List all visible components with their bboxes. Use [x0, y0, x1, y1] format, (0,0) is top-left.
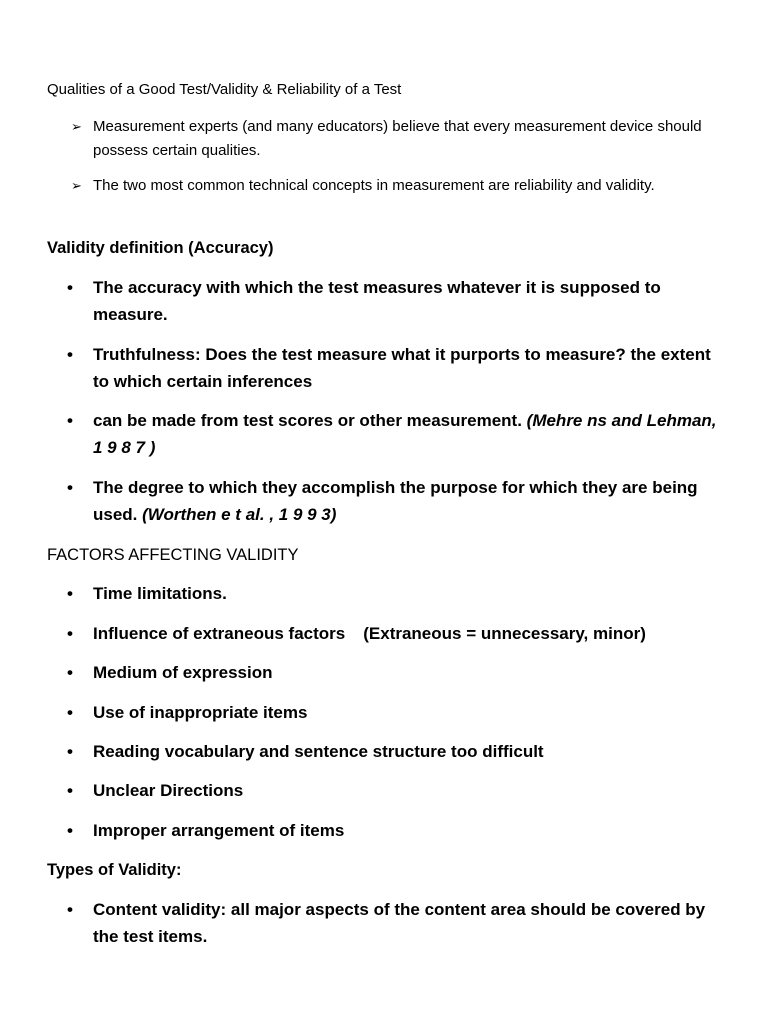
bullet-dot-icon: •	[67, 278, 73, 297]
list-item	[67, 777, 723, 804]
bullet-dot-icon: •	[67, 478, 73, 497]
bullet-dot-icon: •	[67, 781, 73, 800]
list-item-text: Medium of expression	[93, 663, 273, 682]
bullet-dot-icon: •	[67, 411, 73, 430]
list-item	[67, 580, 723, 607]
list-item-text: Unclear Directions	[93, 781, 244, 800]
list-item-text: Time limitations.	[93, 584, 227, 603]
bullet-dot-icon: •	[67, 624, 73, 643]
list-item	[67, 620, 723, 647]
list-item	[67, 817, 723, 844]
list-item	[67, 341, 723, 395]
list-item-text: Influence of extraneous factors	[93, 624, 346, 643]
intro-point-text: The two most common technical concepts in measurement are reliability and validity.	[93, 177, 655, 194]
list-item-text: The degree to which they accomplish the purpose for which they are being used.	[93, 478, 698, 524]
citation: (Worthen e t al. , 1 9 9 3)	[142, 505, 337, 524]
list-item-text: can be made from test scores or other measurement.	[93, 411, 527, 430]
extraneous-note: (Extraneous = unnecessary, minor)	[363, 624, 646, 643]
list-item-text: Use of inappropriate items	[93, 703, 308, 722]
arrow-bullet-icon: ➢	[71, 178, 82, 193]
arrow-bullet-icon: ➢	[71, 119, 82, 134]
list-item	[67, 699, 723, 726]
validity-definition-heading: Validity definition (Accuracy)	[47, 239, 274, 257]
list-item-text: The accuracy with which the test measures whatever it is supposed to measure.	[93, 278, 661, 324]
types-heading: Types of Validity:	[47, 861, 182, 879]
bullet-dot-icon: •	[67, 821, 73, 840]
bullet-dot-icon: •	[67, 663, 73, 682]
bullet-dot-icon: •	[67, 345, 73, 364]
document-title: Qualities of a Good Test/Validity & Reliability of a Test	[47, 81, 402, 98]
bullet-dot-icon: •	[67, 742, 73, 761]
list-item	[67, 407, 723, 461]
list-item-text: Improper arrangement of items	[93, 821, 345, 840]
factors-heading: FACTORS AFFECTING VALIDITY	[47, 546, 299, 564]
list-item	[67, 738, 723, 765]
intro-point-text: Measurement experts (and many educators) believe that every measurement device should possess certain qualities.	[93, 118, 702, 159]
list-item-text: Truthfulness: Does the test measure what it purports to measure? the extent to which certain inferences	[93, 345, 711, 391]
intro-point	[71, 115, 733, 163]
bullet-dot-icon: •	[67, 900, 73, 919]
bullet-dot-icon: •	[67, 703, 73, 722]
list-item-text: Reading vocabulary and sentence structure too difficult	[93, 742, 544, 761]
bullet-dot-icon: •	[67, 584, 73, 603]
citation: (Mehre ns and Lehman, 1 9 8 7 )	[93, 411, 717, 457]
intro-point	[71, 174, 733, 198]
list-item	[67, 274, 723, 328]
list-item	[67, 474, 723, 528]
list-item-text: Content validity: all major aspects of the content area should be covered by the test items.	[93, 900, 706, 946]
list-item	[67, 659, 723, 686]
list-item	[67, 896, 723, 950]
